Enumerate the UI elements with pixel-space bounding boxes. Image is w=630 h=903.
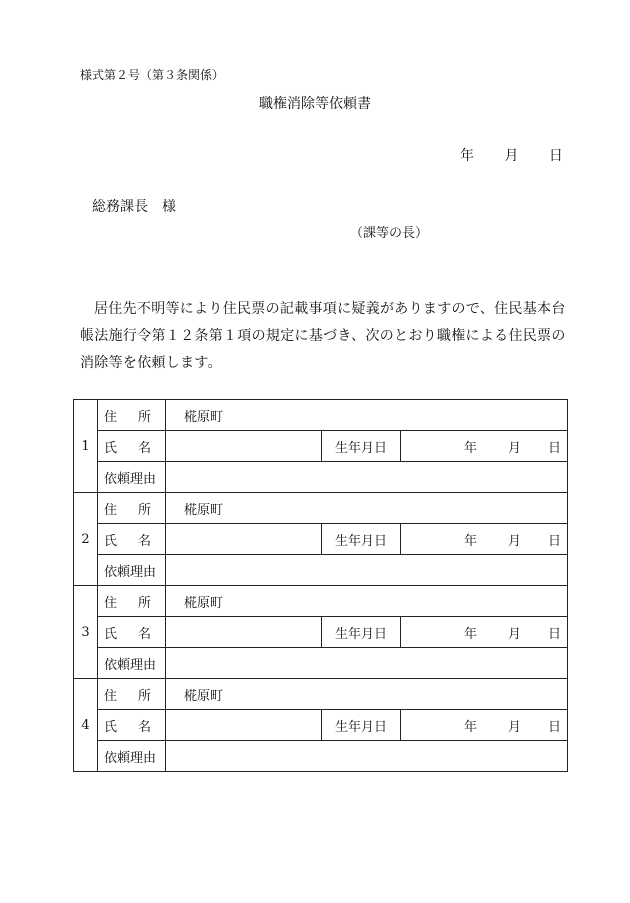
entry-reason-row bbox=[74, 741, 568, 772]
date-month-label: 月 bbox=[504, 148, 519, 164]
address-field[interactable]: 椛原町 bbox=[166, 400, 568, 431]
address-label bbox=[98, 493, 166, 524]
name-label bbox=[98, 524, 166, 555]
name-field[interactable] bbox=[166, 710, 322, 741]
dob-label: 生年月日 bbox=[322, 524, 401, 555]
name-label-char-2: 名 bbox=[137, 719, 151, 735]
dob-year-unit: 年 bbox=[463, 440, 477, 456]
dob-year-unit: 年 bbox=[463, 533, 477, 549]
section-head-label: （課等の長） bbox=[350, 226, 429, 241]
dob-field[interactable] bbox=[401, 524, 568, 555]
name-label-char-2: 名 bbox=[137, 440, 151, 456]
dob-day-unit: 日 bbox=[547, 626, 561, 642]
entry-address-row bbox=[74, 400, 568, 431]
entry-number: 3 bbox=[74, 586, 98, 679]
entry-name-row bbox=[74, 431, 568, 462]
name-label-char-1: 氏 bbox=[104, 533, 118, 549]
dob-year-unit: 年 bbox=[463, 719, 477, 735]
form-number-label: 様式第２号（第３条関係） bbox=[80, 68, 225, 82]
entry-number: 1 bbox=[74, 400, 98, 493]
reason-field[interactable] bbox=[166, 462, 568, 493]
entry-address-row bbox=[74, 679, 568, 710]
name-label-char-1: 氏 bbox=[104, 440, 118, 456]
dob-day-unit: 日 bbox=[547, 440, 561, 456]
name-label-char-1: 氏 bbox=[104, 626, 118, 642]
address-label-char-1: 住 bbox=[104, 595, 118, 611]
name-field[interactable] bbox=[166, 431, 322, 462]
addressee: 総務課長 様 bbox=[92, 199, 176, 215]
name-field[interactable] bbox=[166, 617, 322, 648]
dob-label: 生年月日 bbox=[322, 617, 401, 648]
address-label bbox=[98, 400, 166, 431]
address-label-char-2: 所 bbox=[137, 688, 151, 704]
dob-label: 生年月日 bbox=[322, 431, 401, 462]
reason-label: 依頼理由 bbox=[98, 555, 166, 586]
dob-month-unit: 月 bbox=[507, 533, 521, 549]
dob-month-unit: 月 bbox=[507, 440, 521, 456]
name-label bbox=[98, 617, 166, 648]
name-field[interactable] bbox=[166, 524, 322, 555]
entry-reason-row bbox=[74, 462, 568, 493]
document-title: 職権消除等依頼書 bbox=[259, 96, 371, 112]
dob-month-unit: 月 bbox=[507, 719, 521, 735]
name-label-char-2: 名 bbox=[137, 626, 151, 642]
dob-field[interactable] bbox=[401, 710, 568, 741]
dob-day-unit: 日 bbox=[547, 719, 561, 735]
address-label-char-1: 住 bbox=[104, 409, 118, 425]
reason-label: 依頼理由 bbox=[98, 462, 166, 493]
entry-name-row bbox=[74, 617, 568, 648]
entry-name-row bbox=[74, 710, 568, 741]
address-field[interactable]: 椛原町 bbox=[166, 493, 568, 524]
address-label-char-1: 住 bbox=[104, 502, 118, 518]
name-label-char-1: 氏 bbox=[104, 719, 118, 735]
request-date-line bbox=[460, 145, 563, 165]
address-label bbox=[98, 679, 166, 710]
name-label-char-2: 名 bbox=[137, 533, 151, 549]
dob-label: 生年月日 bbox=[322, 710, 401, 741]
reason-label: 依頼理由 bbox=[98, 648, 166, 679]
address-field[interactable]: 椛原町 bbox=[166, 586, 568, 617]
reason-field[interactable] bbox=[166, 741, 568, 772]
dob-field[interactable] bbox=[401, 617, 568, 648]
address-label bbox=[98, 586, 166, 617]
dob-month-unit: 月 bbox=[507, 626, 521, 642]
name-label bbox=[98, 710, 166, 741]
entry-number: 4 bbox=[74, 679, 98, 772]
entry-number: 2 bbox=[74, 493, 98, 586]
address-label-char-2: 所 bbox=[137, 409, 151, 425]
entry-name-row bbox=[74, 524, 568, 555]
request-body-text: 居住先不明等により住民票の記載事項に疑義がありますので、住民基本台帳法施行令第１２条第１項の規定に基づき、次のとおり職権による住民票の消除等を依頼します。 bbox=[80, 301, 566, 371]
address-label-char-1: 住 bbox=[104, 688, 118, 704]
dob-year-unit: 年 bbox=[463, 626, 477, 642]
address-label-char-2: 所 bbox=[137, 595, 151, 611]
entry-reason-row bbox=[74, 648, 568, 679]
address-label-char-2: 所 bbox=[137, 502, 151, 518]
entries-table bbox=[73, 399, 568, 772]
reason-label: 依頼理由 bbox=[98, 741, 166, 772]
entry-reason-row bbox=[74, 555, 568, 586]
dob-day-unit: 日 bbox=[547, 533, 561, 549]
name-label bbox=[98, 431, 166, 462]
entry-address-row bbox=[74, 586, 568, 617]
reason-field[interactable] bbox=[166, 648, 568, 679]
date-day-label: 日 bbox=[548, 148, 563, 164]
date-year-label: 年 bbox=[460, 148, 474, 164]
entry-address-row bbox=[74, 493, 568, 524]
reason-field[interactable] bbox=[166, 555, 568, 586]
address-field[interactable]: 椛原町 bbox=[166, 679, 568, 710]
dob-field[interactable] bbox=[401, 431, 568, 462]
